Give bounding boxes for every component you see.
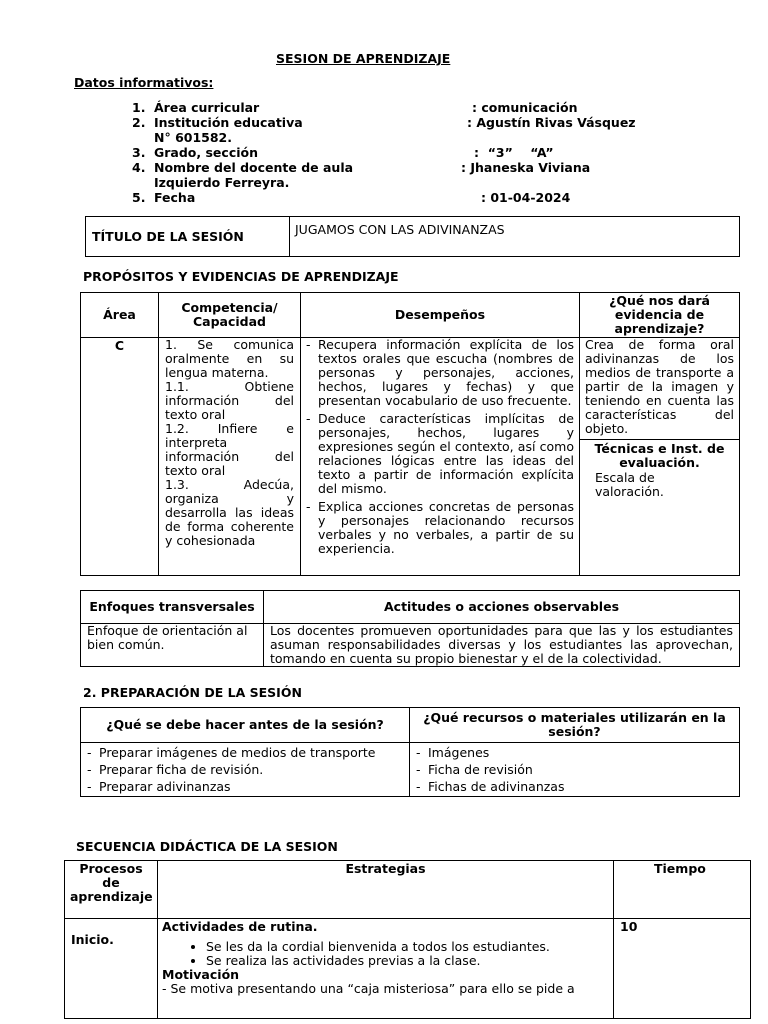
header-recursos: ¿Qué recursos o materiales utilizarán en la sesión? — [410, 708, 740, 743]
tecnicas-value: Escala de valoración. — [595, 470, 664, 499]
info-grado-value: : “3” “A” — [474, 145, 554, 160]
header-antes: ¿Qué se debe hacer antes de la sesión? — [81, 708, 410, 743]
rutina-item: • Se realiza las actividades previas a la clase. — [206, 954, 609, 968]
info-institucion-code: N° 601582. — [154, 130, 232, 145]
header-evidencia: ¿Qué nos dará evidencia de aprendizaje? — [580, 293, 740, 338]
info-institucion: 2. Institución educativa — [132, 115, 303, 130]
tecnicas-label: Técnicas e Inst. de evaluación. — [594, 441, 725, 470]
preparacion-table — [80, 707, 740, 797]
motivacion-text: - Se motiva presentando una “caja misteriosa” para ello se pide a — [162, 981, 575, 996]
info-fecha: 5. Fecha — [132, 190, 196, 205]
evidencia-text: Crea de forma oral adivinanzas de los medios de transporte a partir de la imagen y teniendo en cuenta las características del objeto. — [585, 337, 734, 436]
preparacion-heading: 2. PREPARACIÓN DE LA SESIÓN — [83, 685, 302, 700]
competencia-cell — [159, 338, 301, 576]
estrategias-cell — [158, 919, 614, 1019]
info-docente-cont: Izquierdo Ferreyra. — [154, 175, 290, 190]
header-actitudes: Actitudes o acciones observables — [264, 591, 740, 624]
info-docente: 4. Nombre del docente de aula — [132, 160, 354, 175]
motivacion-label: Motivación — [162, 967, 240, 982]
enfoque-text: Enfoque de orientación al bien común. — [81, 624, 264, 667]
titulo-value: JUGAMOS CON LAS ADIVINANZAS — [290, 217, 740, 257]
recurso-item: - Ficha de revisión — [416, 761, 733, 778]
desempeno-item: - Recupera información explícita de los textos orales que escucha (nombres de personas y personajes, acciones, hechos, lugares y fechas) y que presentan vocabulario de uso frecuente. — [306, 338, 574, 408]
inicio-label: Inicio. — [65, 919, 158, 1019]
document-title: SESION DE APRENDIZAJE — [276, 51, 451, 66]
header-tiempo: Tiempo — [614, 861, 751, 919]
secuencia-heading: SECUENCIA DIDÁCTICA DE LA SESION — [76, 839, 338, 854]
header-enfoques: Enfoques transversales — [81, 591, 264, 624]
desempeno-item: - Deduce características implícitas de personajes, hechos, lugares y expresiones según el contexto, así como relaciones lógicas entre las ideas del texto a partir de información explícita del mismo. — [306, 412, 574, 496]
antes-item: - Preparar imágenes de medios de transporte — [87, 744, 403, 761]
header-procesos: Procesos de aprendizaje — [65, 861, 158, 919]
antes-item: - Preparar ficha de revisión. — [87, 761, 403, 778]
actitud-text: Los docentes promueven oportunidades para que las y los estudiantes asuman responsabilidades diversas y los estudiantes las aprovechan, tomando en cuenta su propio bienestar y el de la colectividad. — [264, 624, 740, 667]
tecnicas-block — [580, 439, 739, 499]
enfoques-table — [80, 590, 740, 667]
header-area: Área — [81, 293, 159, 338]
recurso-item: - Imágenes — [416, 744, 733, 761]
recursos-cell — [410, 743, 740, 797]
info-docente-value: : Jhaneska Viviana — [461, 160, 591, 175]
header-estrategias: Estrategias — [158, 861, 614, 919]
datos-heading: Datos informativos: — [74, 75, 214, 90]
rutina-label: Actividades de rutina. — [162, 919, 318, 934]
info-area: 1. Área curricular — [132, 100, 260, 115]
rutina-item: • Se les da la cordial bienvenida a todos los estudiantes. — [206, 940, 609, 954]
desempenos-cell — [301, 338, 580, 576]
capacidad-3: 1.3. Adecúa, organiza y desarrolla las ideas de forma coherente y cohesionada — [165, 477, 294, 548]
tiempo-value: 10 — [614, 919, 751, 1019]
recurso-item: - Fichas de adivinanzas — [416, 778, 733, 795]
antes-item: - Preparar adivinanzas — [87, 778, 403, 795]
info-fecha-value: : 01-04-2024 — [481, 190, 571, 205]
propositos-heading: PROPÓSITOS Y EVIDENCIAS DE APRENDIZAJE — [83, 269, 399, 284]
header-competencia: Competencia/ Capacidad — [159, 293, 301, 338]
antes-cell — [81, 743, 410, 797]
area-value: C — [81, 338, 159, 576]
capacidad-1: 1.1. Obtiene información del texto oral — [165, 379, 294, 422]
desempeno-item: - Explica acciones concretas de personas y personajes relacionando recursos verbales y no verbales, a partir de su experiencia. — [306, 500, 574, 556]
header-desempenos: Desempeños — [301, 293, 580, 338]
info-area-value: : comunicación — [472, 100, 578, 115]
capacidad-2: 1.2. Infiere e interpreta información del texto oral — [165, 421, 294, 478]
info-institucion-value: : Agustín Rivas Vásquez — [467, 115, 636, 130]
propositos-table — [80, 292, 740, 576]
secuencia-table — [64, 860, 751, 1019]
info-grado: 3. Grado, sección — [132, 145, 259, 160]
titulo-table — [85, 216, 740, 257]
titulo-label: TÍTULO DE LA SESIÓN — [86, 217, 290, 257]
evidencia-cell — [580, 338, 740, 576]
competencia-text: 1. Se comunica oralmente en su lengua materna. — [165, 337, 294, 380]
